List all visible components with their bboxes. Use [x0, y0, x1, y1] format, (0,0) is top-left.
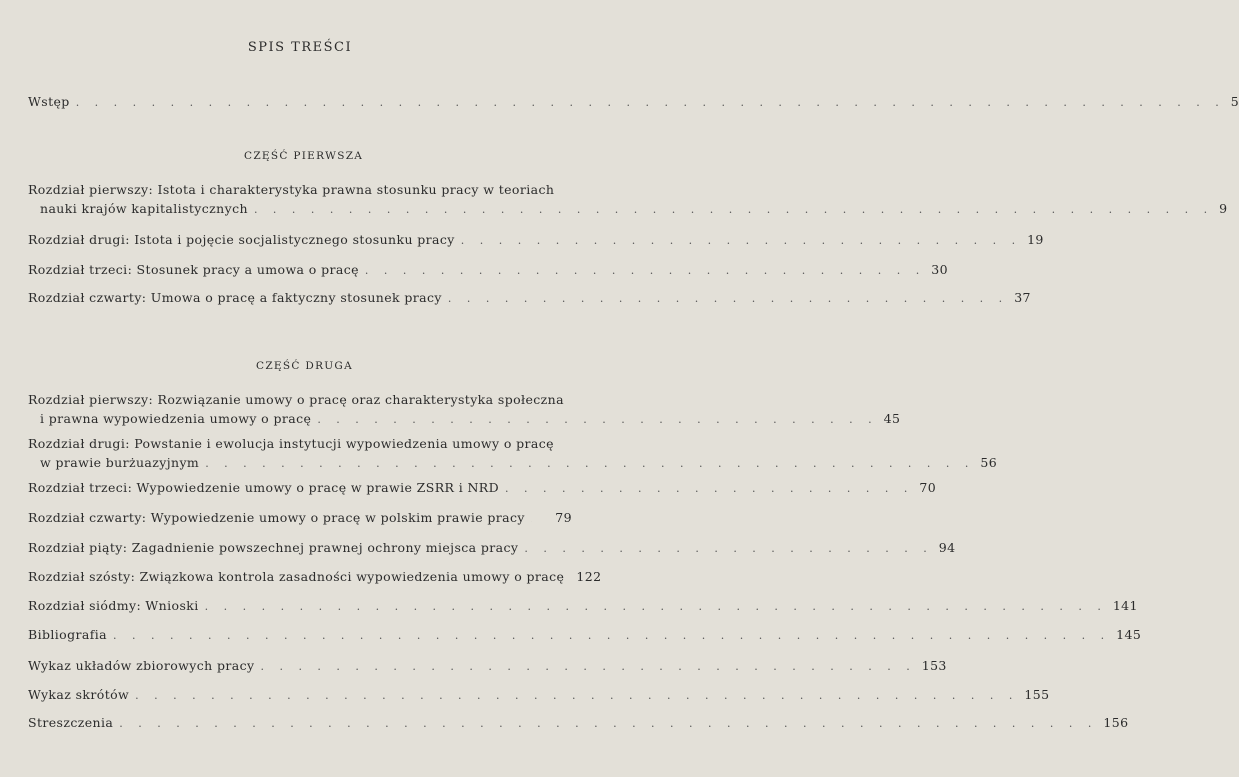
toc-entry [28, 478, 937, 498]
entry-label: Rozdział siódmy: Wnioski [28, 598, 199, 613]
entry-label: Rozdział trzeci: Wypowiedzenie umowy o pracę w prawie ZSRR i NRD [28, 480, 500, 495]
dot-leader: . . . . . . . . . . . . . . . . . . . . . . . . . . . . . . [447, 292, 1009, 305]
dot-leader: . . . . . . . . . . . . . . . . . . . . . . . . . . . . . . . . . . . . . . . . . . . . . . . . [204, 600, 1107, 613]
entry-label: Wykaz układów zbiorowych pracy [28, 658, 255, 673]
toc-entry-abbreviations [28, 685, 1050, 705]
dot-leader: . . . . . . . . . . . . . . . . . . . . . . . . . . . . . . . . . . . . . . . . . . . . . . . . . . . [253, 203, 1214, 216]
toc-entry [28, 567, 602, 586]
part-heading-2: CZĘŚĆ DRUGA [256, 360, 354, 372]
entry-label: Rozdział czwarty: Wypowiedzenie umowy o pracę w polskim prawie pracy [28, 510, 525, 525]
dot-leader: . . . . . . . . . . . . . . . . . . . . . . . . . . . . . . . . . . . . . . . . . [205, 457, 975, 470]
entry-label: Rozdział piąty: Zagadnienie powszechnej prawnej ochrony miejsca pracy [28, 540, 519, 555]
toc-entry [28, 434, 998, 473]
toc-entry [28, 508, 572, 528]
entry-label-line2: i prawna wypowiedzenia umowy o pracę [40, 411, 312, 426]
entry-label: Streszczenia [28, 715, 114, 730]
toc-entry [28, 180, 1228, 219]
entry-label-line1: Rozdział pierwszy: Rozwiązanie umowy o pracę oraz charakterystyka społeczna [28, 392, 564, 407]
entry-label: Bibliografia [28, 627, 108, 642]
dot-leader [531, 509, 532, 528]
entry-page: 156 [1103, 715, 1129, 730]
entry-page: 56 [980, 455, 998, 470]
toc-entry-intro [28, 92, 1239, 112]
entry-label-line2: w prawie burżuazyjnym [40, 455, 200, 470]
entry-label-line2: nauki krajów kapitalistycznych [40, 201, 248, 216]
entry-label-line1: Rozdział pierwszy: Istota i charakterystyka prawna stosunku pracy w teoriach [28, 182, 555, 197]
entry-page: 94 [938, 540, 956, 555]
dot-leader: . . . . . . . . . . . . . . . . . . . . . . . . . . . . . . [317, 413, 878, 426]
entry-page: 37 [1014, 290, 1031, 305]
entry-page: 30 [931, 262, 948, 277]
entry-label: Rozdział szósty: Związkowa kontrola zasadności wypowiedzenia umowy o pracę [28, 569, 565, 584]
dot-leader: . . . . . . . . . . . . . . . . . . . . . . . . . . . . . . . . . . . . . . . . . . . . . . . . . . . . [119, 717, 1098, 730]
entry-label: Rozdział czwarty: Umowa o pracę a faktyczny stosunek pracy [28, 290, 442, 305]
toc-entry [28, 288, 1031, 308]
entry-page: 153 [921, 658, 947, 673]
toc-entry [28, 596, 1138, 616]
toc-entry [28, 390, 901, 429]
toc-entry [28, 538, 956, 558]
dot-leader: . . . . . . . . . . . . . . . . . . . . . . . . . . . . . . [460, 234, 1022, 247]
entry-label: Wykaz skrótów [28, 687, 130, 702]
toc-entry-summaries [28, 713, 1129, 733]
entry-page: 19 [1027, 232, 1044, 247]
entry-label: Rozdział trzeci: Stosunek pracy a umowa o pracę [28, 262, 359, 277]
dot-leader: . . . . . . . . . . . . . . . . . . . . . . [524, 542, 933, 555]
entry-page: 145 [1116, 627, 1142, 642]
entry-page: 5 [1230, 94, 1239, 109]
dot-leader: . . . . . . . . . . . . . . . . . . . . . . . . . . . . . . . . . . . . . . . . . . . . . . . . . . . . . . . . . . . . . [75, 96, 1225, 109]
part-heading-1: CZĘŚĆ PIERWSZA [244, 150, 364, 162]
dot-leader: . . . . . . . . . . . . . . . . . . . . . . . . . . . . . . [364, 264, 926, 277]
entry-page: 70 [919, 480, 937, 495]
dot-leader: . . . . . . . . . . . . . . . . . . . . . . [505, 482, 914, 495]
entry-page: 9 [1219, 201, 1228, 216]
entry-page: 122 [576, 569, 602, 584]
toc-entry [28, 260, 948, 280]
entry-page: 79 [555, 510, 572, 525]
toc-entry-bibliography [28, 625, 1142, 645]
toc-entry [28, 230, 1044, 250]
toc-entry-agreements [28, 656, 947, 676]
dot-leader: . . . . . . . . . . . . . . . . . . . . . . . . . . . . . . . . . . . . . . . . . . . . . . . [135, 689, 1019, 702]
dot-leader: . . . . . . . . . . . . . . . . . . . . . . . . . . . . . . . . . . . . . . . . . . . . . . . . . . . . . [113, 629, 1111, 642]
page-title: SPIS TREŚCI [247, 40, 353, 55]
entry-page: 45 [883, 411, 901, 426]
entry-page: 141 [1112, 598, 1138, 613]
entry-page: 155 [1024, 687, 1050, 702]
entry-label-line1: Rozdział drugi: Powstanie i ewolucja instytucji wypowiedzenia umowy o pracę [28, 436, 554, 451]
entry-label: Wstęp [28, 94, 70, 109]
dot-leader: . . . . . . . . . . . . . . . . . . . . . . . . . . . . . . . . . . . [260, 660, 916, 673]
entry-label: Rozdział drugi: Istota i pojęcie socjalistycznego stosunku pracy [28, 232, 455, 247]
